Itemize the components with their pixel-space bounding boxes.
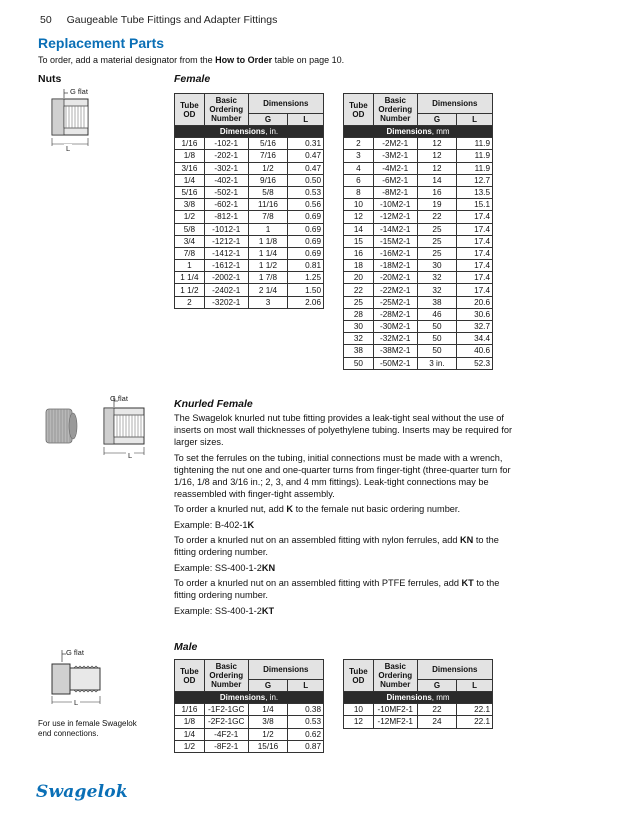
table-cell: -30M2-1 [373, 321, 417, 333]
table-cell: 12.7 [457, 174, 493, 186]
table-cell: -102-1 [204, 138, 248, 150]
table-cell: 20 [344, 272, 374, 284]
table-body [175, 126, 324, 309]
table-cell: 0.62 [288, 728, 324, 740]
table-cell: 2 [344, 138, 374, 150]
table-cell: 16 [417, 186, 457, 198]
knurled-description [174, 412, 514, 620]
table-cell: 22.1 [457, 716, 493, 728]
table-cell: 2 1/4 [248, 284, 288, 296]
table-cell: 11.9 [457, 162, 493, 174]
page-number: 50 [40, 14, 52, 26]
nuts-label: Nuts [38, 73, 62, 85]
table-cell: -4F2-1 [204, 728, 248, 740]
table-row [344, 223, 493, 235]
table-cell: 1/16 [175, 704, 205, 716]
male-plug-diagram [42, 648, 114, 713]
table-cell: 28 [344, 308, 374, 320]
units-cell: Dimensions, in. [175, 126, 324, 138]
col-g: G [248, 680, 288, 692]
table-row [344, 716, 493, 728]
table-cell: 3 [344, 150, 374, 162]
table-row [175, 235, 324, 247]
page-header [40, 14, 277, 26]
col-tube-od: Tube OD [344, 94, 374, 126]
units-row [344, 692, 493, 704]
table-row [344, 345, 493, 357]
table-cell: 0.81 [288, 260, 324, 272]
table-cell: 1 1/4 [248, 247, 288, 259]
table-row [175, 247, 324, 259]
table-cell: 17.4 [457, 247, 493, 259]
table-row [175, 150, 324, 162]
male-inch-table [174, 659, 324, 753]
table-cell: 5/8 [175, 223, 205, 235]
table-cell: -812-1 [204, 211, 248, 223]
table-cell: -50M2-1 [373, 357, 417, 369]
table-cell: -502-1 [204, 186, 248, 198]
paragraph: Example: B-402-1K [174, 519, 255, 530]
knurled-nut-diagram [42, 393, 162, 464]
table-cell: 50 [417, 345, 457, 357]
table-cell: 6 [344, 174, 374, 186]
table-cell: 30 [417, 260, 457, 272]
table-cell: 1 1/2 [248, 260, 288, 272]
table-cell: 7/8 [248, 211, 288, 223]
table-cell: 17.4 [457, 223, 493, 235]
table-body [175, 692, 324, 753]
table-cell: 17.4 [457, 260, 493, 272]
table-cell: 7/8 [175, 247, 205, 259]
table-cell: 14 [344, 223, 374, 235]
table-cell: -302-1 [204, 162, 248, 174]
table-row [344, 174, 493, 186]
table-cell: 0.69 [288, 211, 324, 223]
table-cell: 0.87 [288, 740, 324, 752]
male-subtitle: Male [174, 641, 198, 653]
table-cell: 0.50 [288, 174, 324, 186]
table-cell: 50 [344, 357, 374, 369]
table-cell: -8F2-1 [204, 740, 248, 752]
l-label: L [128, 451, 133, 460]
table-cell: 1 [175, 260, 205, 272]
g-flat-label: G flat [110, 394, 128, 403]
table-row [175, 174, 324, 186]
knurled-nut-drawing [42, 393, 162, 459]
table-cell: -8M2-1 [373, 186, 417, 198]
table-cell: -14M2-1 [373, 223, 417, 235]
table-cell: 50 [417, 321, 457, 333]
col-basic-ordering: Basic Ordering Number [373, 660, 417, 692]
table-cell: -202-1 [204, 150, 248, 162]
table-row [175, 260, 324, 272]
table-row [175, 211, 324, 223]
table-cell: 0.53 [288, 716, 324, 728]
table-cell: 32 [344, 333, 374, 345]
table-row [344, 162, 493, 174]
g-flat-label: G flat [66, 648, 84, 657]
table-row [175, 186, 324, 198]
table-cell: -4M2-1 [373, 162, 417, 174]
table-cell: 12 [417, 162, 457, 174]
table-cell: 38 [417, 296, 457, 308]
table-row [344, 333, 493, 345]
table-row [344, 272, 493, 284]
table-cell: 5/16 [175, 186, 205, 198]
female-subtitle: Female [174, 73, 211, 85]
table-cell: 3/8 [175, 199, 205, 211]
table-cell: 22 [417, 704, 457, 716]
table-cell: 1/2 [175, 740, 205, 752]
table-cell: -1F2-1GC [204, 704, 248, 716]
table-cell: 3/16 [175, 162, 205, 174]
table-cell: 8 [344, 186, 374, 198]
col-tube-od: Tube OD [344, 660, 374, 692]
table-cell: -1212-1 [204, 235, 248, 247]
table-body [344, 692, 493, 728]
table-cell: 50 [417, 333, 457, 345]
table-cell: -3M2-1 [373, 150, 417, 162]
table-cell: 1 1/4 [175, 272, 205, 284]
table-cell: 22.1 [457, 704, 493, 716]
table-cell: 30.6 [457, 308, 493, 320]
table-cell: 3 [248, 296, 288, 308]
table-cell: 17.4 [457, 284, 493, 296]
units-cell: Dimensions, mm [344, 692, 493, 704]
table-cell: 40.6 [457, 345, 493, 357]
paragraph: To order a knurled nut, add K to the female nut basic ordering number. [174, 504, 461, 514]
table-cell: 1.50 [288, 284, 324, 296]
table-cell: 25 [344, 296, 374, 308]
col-g: G [248, 114, 288, 126]
col-basic-ordering: Basic Ordering Number [204, 660, 248, 692]
table-row [175, 138, 324, 150]
table-row [344, 357, 493, 369]
table-row [344, 284, 493, 296]
units-cell: Dimensions, mm [344, 126, 493, 138]
male-mm-table [343, 659, 493, 729]
col-g: G [417, 680, 457, 692]
table-row [344, 296, 493, 308]
table-cell: -402-1 [204, 174, 248, 186]
table-row [344, 211, 493, 223]
col-basic-ordering: Basic Ordering Number [204, 94, 248, 126]
col-dimensions: Dimensions [248, 660, 323, 680]
female-inch-table [174, 93, 324, 309]
col-basic-ordering: Basic Ordering Number [373, 94, 417, 126]
table-cell: -12M2-1 [373, 211, 417, 223]
table-row [175, 296, 324, 308]
table-cell: 22 [344, 284, 374, 296]
table-cell: 0.69 [288, 223, 324, 235]
table-cell: 18 [344, 260, 374, 272]
table-cell: 12 [344, 211, 374, 223]
table-row [175, 223, 324, 235]
header-title: Gaugeable Tube Fittings and Adapter Fittings [66, 14, 278, 26]
table-row [175, 740, 324, 752]
table-cell: 17.4 [457, 235, 493, 247]
table-cell: 25 [417, 235, 457, 247]
table-cell: -2002-1 [204, 272, 248, 284]
table-cell: 1 7/8 [248, 272, 288, 284]
l-label: L [66, 144, 71, 153]
table-cell: 9/16 [248, 174, 288, 186]
table-cell: -32M2-1 [373, 333, 417, 345]
table-cell: 1/2 [248, 728, 288, 740]
table-cell: 1/4 [175, 174, 205, 186]
table-row [175, 728, 324, 740]
units-row [344, 126, 493, 138]
table-cell: 1/16 [175, 138, 205, 150]
table-cell: 10 [344, 704, 374, 716]
table-cell: 0.47 [288, 162, 324, 174]
table-row [344, 138, 493, 150]
table-row [175, 716, 324, 728]
table-cell: 52.3 [457, 357, 493, 369]
table-cell: 12 [417, 138, 457, 150]
table-cell: -15M2-1 [373, 235, 417, 247]
col-l: L [457, 114, 493, 126]
table-cell: -25M2-1 [373, 296, 417, 308]
table-cell: 34.4 [457, 333, 493, 345]
table-cell: 0.31 [288, 138, 324, 150]
table-cell: -22M2-1 [373, 284, 417, 296]
table-cell: -38M2-1 [373, 345, 417, 357]
table-cell: -12MF2-1 [373, 716, 417, 728]
table-row [344, 235, 493, 247]
units-cell: Dimensions, in. [175, 692, 324, 704]
swagelok-logo: Swagelok [36, 782, 128, 802]
table-cell: 11.9 [457, 150, 493, 162]
table-cell: 20.6 [457, 296, 493, 308]
table-cell: 1 1/2 [175, 284, 205, 296]
table-cell: 12 [417, 150, 457, 162]
table-cell: 5/16 [248, 138, 288, 150]
table-cell: -1012-1 [204, 223, 248, 235]
female-mm-table [343, 93, 493, 370]
paragraph: To order a knurled nut on an assembled fitting with nylon ferrules, add KN to the fitting ordering number. [174, 535, 499, 557]
table-row [175, 162, 324, 174]
table-cell: 2.06 [288, 296, 324, 308]
paragraph: Example: SS-400-1-2KT [174, 605, 275, 616]
col-dimensions: Dimensions [417, 660, 492, 680]
col-dimensions: Dimensions [417, 94, 492, 114]
table-cell: 1/4 [248, 704, 288, 716]
table-cell: 32 [417, 284, 457, 296]
table-row [175, 272, 324, 284]
table-row [344, 199, 493, 211]
table-cell: -1612-1 [204, 260, 248, 272]
table-cell: -602-1 [204, 199, 248, 211]
table-cell: 1/2 [175, 211, 205, 223]
units-row [175, 692, 324, 704]
table-cell: 0.56 [288, 199, 324, 211]
col-l: L [457, 680, 493, 692]
section-title: Replacement Parts [38, 35, 165, 51]
table-cell: 1.25 [288, 272, 324, 284]
table-cell: 0.69 [288, 235, 324, 247]
knurled-subtitle: Knurled Female [174, 398, 253, 410]
table-row [344, 308, 493, 320]
table-cell: 4 [344, 162, 374, 174]
table-cell: -10MF2-1 [373, 704, 417, 716]
table-cell: 46 [417, 308, 457, 320]
table-cell: -28M2-1 [373, 308, 417, 320]
table-row [175, 284, 324, 296]
table-cell: -3202-1 [204, 296, 248, 308]
table-cell: 17.4 [457, 272, 493, 284]
table-cell: -2F2-1GC [204, 716, 248, 728]
table-row [344, 186, 493, 198]
col-l: L [288, 114, 324, 126]
table-cell: 0.69 [288, 247, 324, 259]
table-cell: 14 [417, 174, 457, 186]
table-cell: 15.1 [457, 199, 493, 211]
table-row [344, 260, 493, 272]
table-cell: 19 [417, 199, 457, 211]
table-cell: 24 [417, 716, 457, 728]
table-cell: 11/16 [248, 199, 288, 211]
table-cell: 3/4 [175, 235, 205, 247]
table-cell: -18M2-1 [373, 260, 417, 272]
col-g: G [417, 114, 457, 126]
table-row [175, 199, 324, 211]
table-cell: 25 [417, 223, 457, 235]
table-cell: -1412-1 [204, 247, 248, 259]
paragraph: The Swagelok knurled nut tube fitting provides a leak-tight seal without the use of inserts on most wall thicknesses of polyethylene tubing. Inserts may be required for larger sizes. [174, 413, 513, 447]
intro-text: To order, add a material designator from the How to Order table on page 10. [38, 55, 345, 65]
table-cell: 30 [344, 321, 374, 333]
table-cell: 5/8 [248, 186, 288, 198]
table-cell: 1/4 [175, 728, 205, 740]
table-cell: -6M2-1 [373, 174, 417, 186]
paragraph: Example: SS-400-1-2KN [174, 562, 276, 573]
table-cell: 15 [344, 235, 374, 247]
table-cell: 2 [175, 296, 205, 308]
table-cell: 1/8 [175, 150, 205, 162]
table-cell: 32 [417, 272, 457, 284]
table-cell: 10 [344, 199, 374, 211]
table-cell: 1 [248, 223, 288, 235]
table-cell: 38 [344, 345, 374, 357]
table-cell: 15/16 [248, 740, 288, 752]
table-cell: 17.4 [457, 211, 493, 223]
col-tube-od: Tube OD [175, 94, 205, 126]
paragraph: To order a knurled nut on an assembled fitting with PTFE ferrules, add KT to the fitting ordering number. [174, 578, 500, 600]
table-cell: -2402-1 [204, 284, 248, 296]
table-cell: 3/8 [248, 716, 288, 728]
table-cell: 1/8 [175, 716, 205, 728]
male-note: For use in female Swagelok end connections. [38, 719, 137, 738]
table-cell: -2M2-1 [373, 138, 417, 150]
table-row [344, 150, 493, 162]
table-cell: 1 1/8 [248, 235, 288, 247]
table-cell: 13.5 [457, 186, 493, 198]
table-body [344, 126, 493, 370]
table-cell: -20M2-1 [373, 272, 417, 284]
table-cell: 0.53 [288, 186, 324, 198]
table-cell: 11.9 [457, 138, 493, 150]
table-cell: 12 [344, 716, 374, 728]
col-dimensions: Dimensions [248, 94, 323, 114]
table-cell: 0.38 [288, 704, 324, 716]
g-flat-label: G flat [70, 87, 88, 96]
table-cell: 32.7 [457, 321, 493, 333]
l-label: L [74, 698, 79, 707]
table-row [175, 704, 324, 716]
col-l: L [288, 680, 324, 692]
table-cell: 22 [417, 211, 457, 223]
table-cell: 3 in. [417, 357, 457, 369]
units-row [175, 126, 324, 138]
table-cell: -10M2-1 [373, 199, 417, 211]
col-tube-od: Tube OD [175, 660, 205, 692]
table-row [344, 704, 493, 716]
paragraph: To set the ferrules on the tubing, initial connections must be made with a wrench, tightening the nut one and one-quarter turns from finger-tight (three-quarter turn for 1/16, 1/8 and 3/16 in.; 2, 3, and 4 mm fittings). Leak-tight connections may be reassembled with finger-tight assembly. [174, 452, 511, 499]
table-row [344, 247, 493, 259]
table-cell: -16M2-1 [373, 247, 417, 259]
table-cell: 0.47 [288, 150, 324, 162]
table-cell: 25 [417, 247, 457, 259]
female-nut-diagram [40, 86, 100, 157]
table-row [344, 321, 493, 333]
table-cell: 1/2 [248, 162, 288, 174]
table-cell: 16 [344, 247, 374, 259]
table-cell: 7/16 [248, 150, 288, 162]
